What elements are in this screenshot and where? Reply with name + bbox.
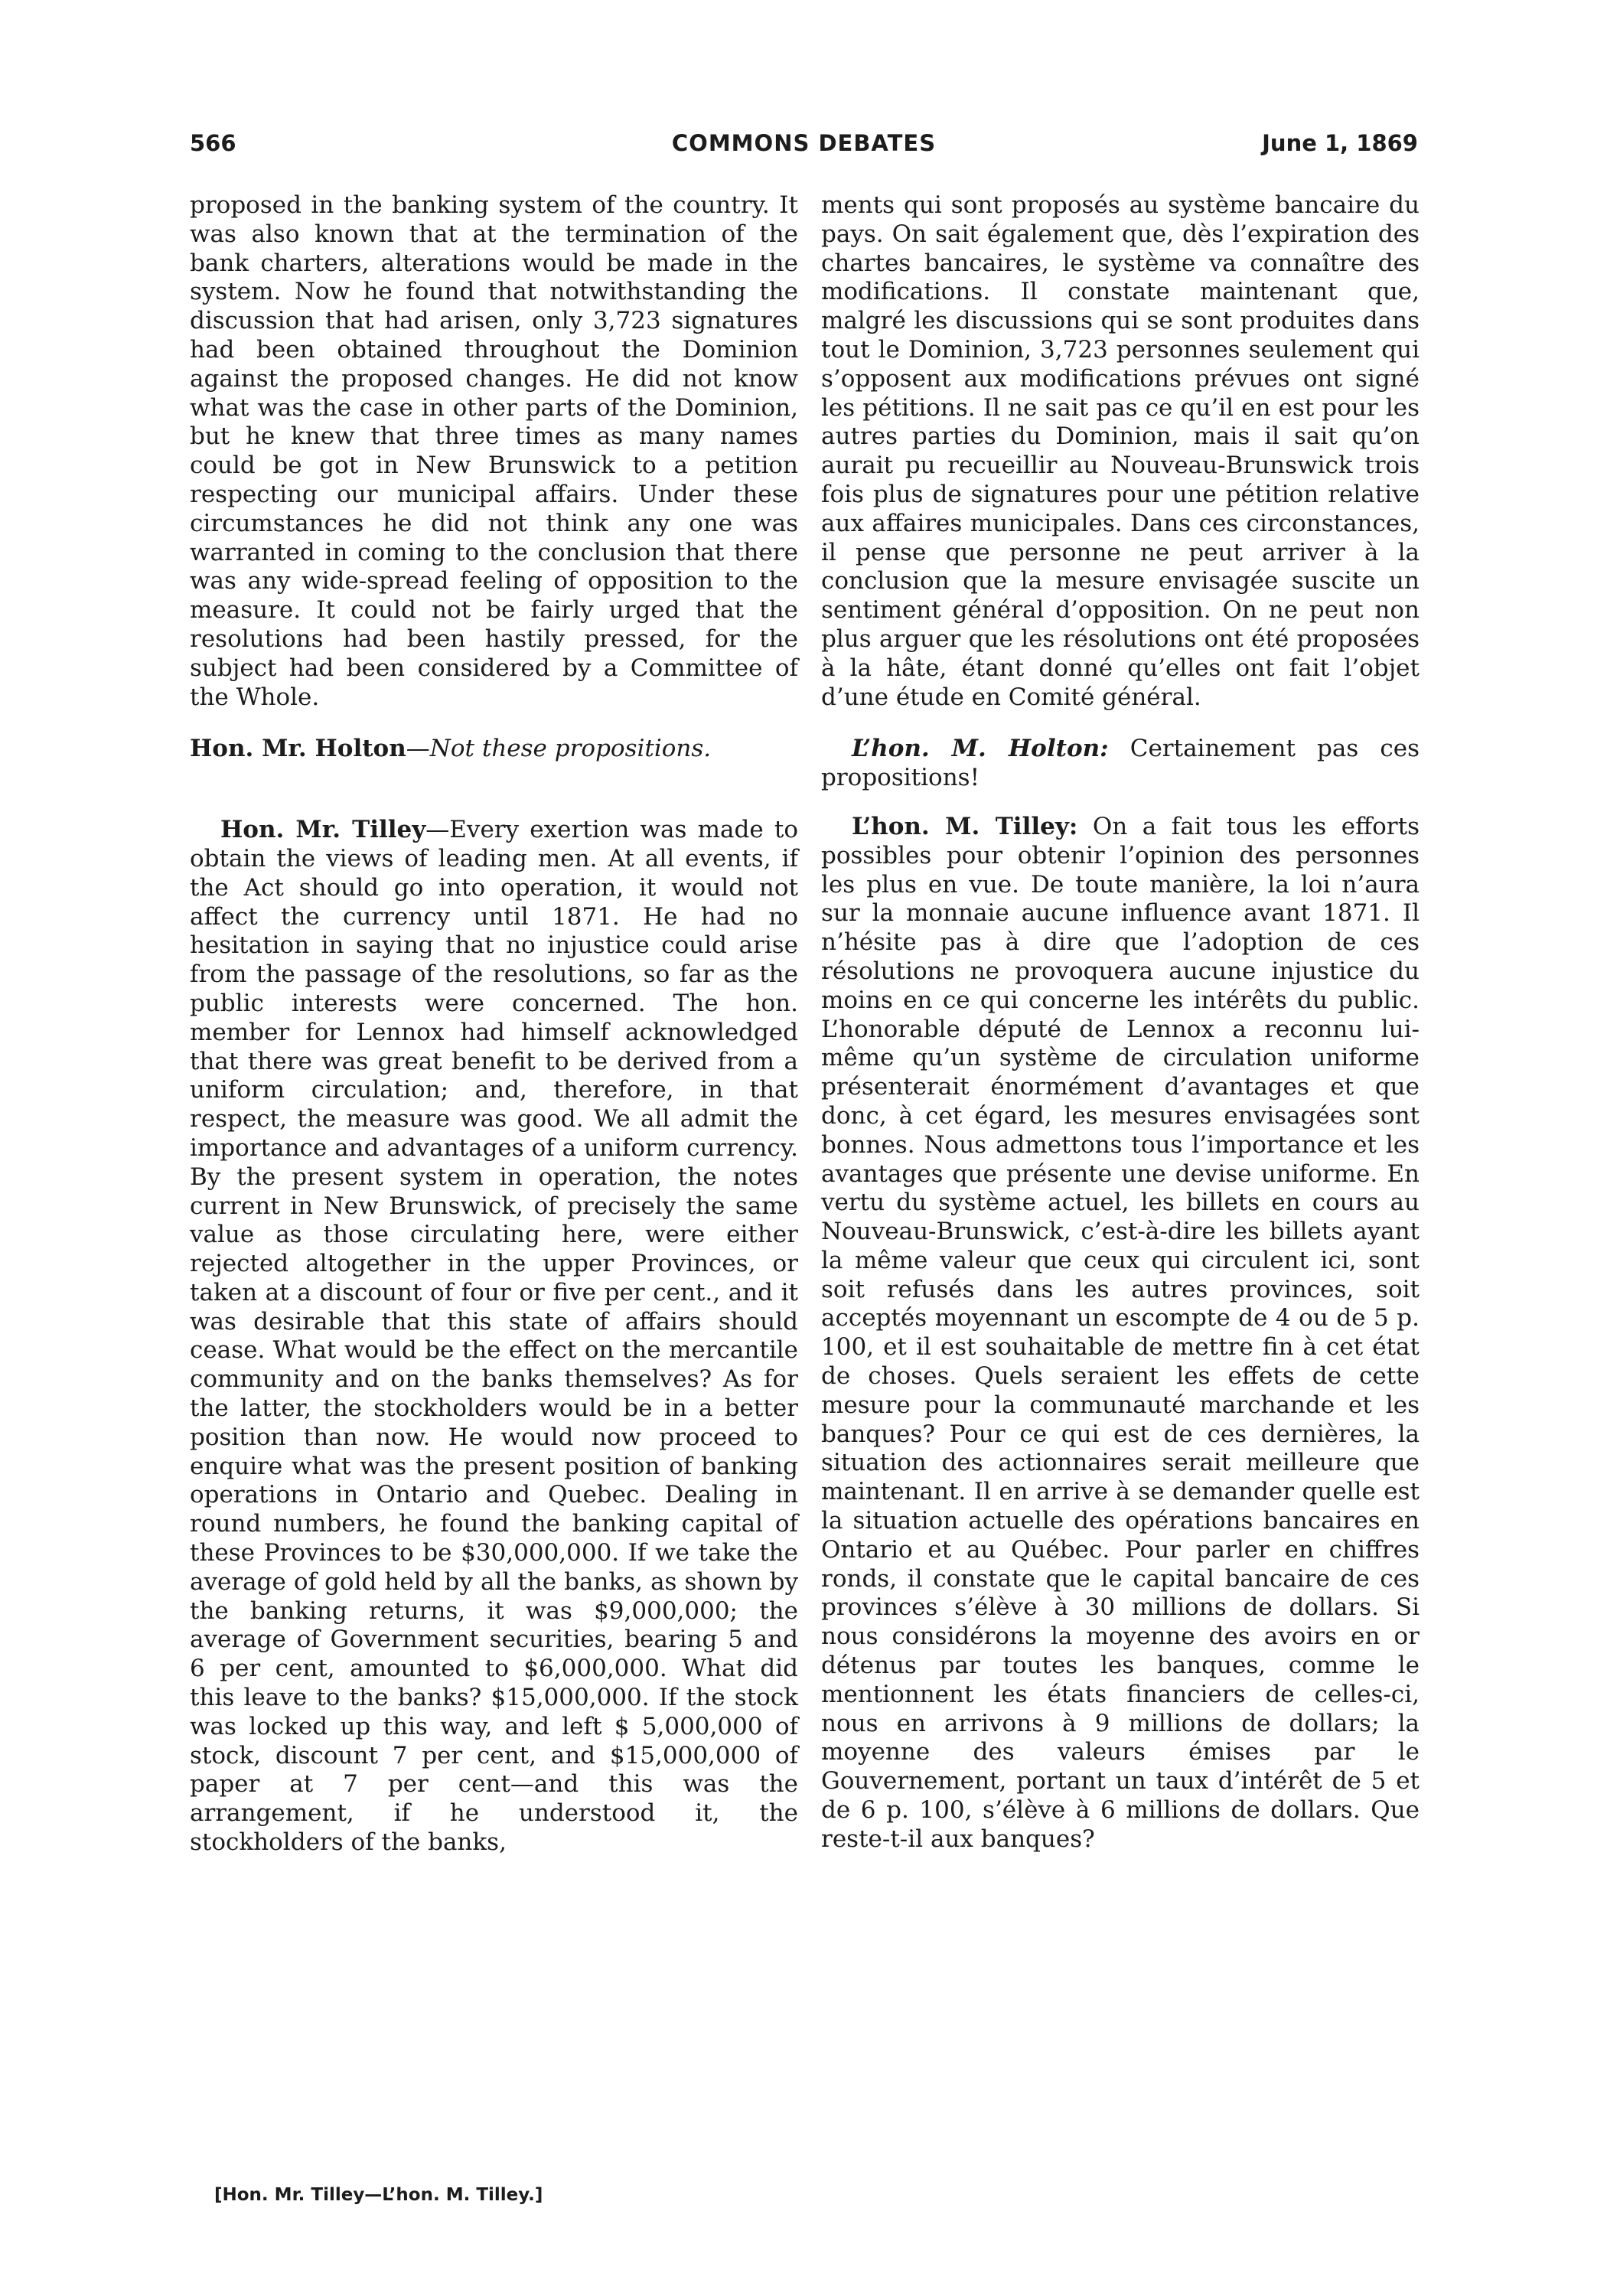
footer-note: [Hon. Mr. Tilley—L’hon. M. Tilley.] <box>214 2185 543 2205</box>
page-header <box>190 130 1418 168</box>
page-number: 566 <box>190 130 236 156</box>
english-paragraph-tilley <box>190 816 798 1857</box>
speaker-name: L’hon. M. Tilley: <box>852 812 1078 840</box>
running-title: COMMONS DEBATES <box>671 130 937 156</box>
french-column <box>821 191 1420 1854</box>
french-paragraph-tilley <box>821 813 1420 1854</box>
speaker-name: L’hon. M. Holton: <box>852 735 1109 763</box>
speech-text: —Every exertion was made to obtain the views of leading men. At all events, if the Act should go into operation, it would not affect the currency until 1871. He had no hesitation in saying that no injustice could arise from the passage of the resolutions, so far as the public interests were concerned. The hon. member for Lennox had himself acknowledged that there was great benefit to be derived from a uniform circulation; and, therefore, in that respect, the measure was good. We all admit the importance and advantages of a uniform currency. By the present system in operation, the notes current in New Brunswick, of precisely the same value as those circulating here, were either rejected altogether in the upper Provinces, or taken at a discount of four or five per cent., and it was desirable that this state of affairs should cease. What would be the effect on the mercantile community and on the banks themselves? As for the latter, the stockholders would be in a better position than now. He would now proceed to enquire what was the present position of banking operations in Ontario and Quebec. Dealing in round numbers, he found the banking capital of these Provinces to be $30,000,000. If we take the average of gold held by all the banks, as shown by the banking returns, it was $9,000,000; the average of Government securities, bearing 5 and 6 per cent, amounted to $6,000,000. What did this leave to the banks? $15,000,000. If the stock was locked up this way, and left $ 5,000,000 of stock, discount 7 per cent, and $15,000,000 of paper at 7 per cent—and this was the arrangement, if he understood it, the stockholders of the banks, <box>190 816 798 1857</box>
english-paragraph-1: proposed in the banking system of the country. It was also known that at the termination of the bank charters, alterations would be made in the system. Now he found that notwithstanding the discussion that had arisen, only 3,723 signatures had been obtained throughout the Dominion against the proposed changes. He did not know what was the case in other parts of the Dominion, but he knew that three times as many names could be got in New Brunswick to a petition respecting our municipal affairs. Under these circumstances he did not think any one was warranted in coming to the conclusion that there was any wide-spread feeling of opposition to the measure. It could not be fairly urged that the resolutions had been hastily pressed, for the subject had been considered by a Committee of the Whole. <box>190 191 798 711</box>
english-column <box>190 191 798 1857</box>
french-paragraph-holton <box>821 735 1420 793</box>
speaker-name: Hon. Mr. Tilley <box>220 816 426 844</box>
speaker-name: Hon. Mr. Holton <box>190 735 406 763</box>
speech-text: —Not these propositions. <box>406 735 712 763</box>
french-paragraph-1: ments qui sont proposés au système bancaire du pays. On sait également que, dès l’expiration des chartes bancaires, le système va connaître des modifications. Il constate maintenant que, malgré les discussions qui se sont produites dans tout le Dominion, 3,723 personnes seulement qui s’opposent aux modifications prévues ont signé les pétitions. Il ne sait pas ce qu’il en est pour les autres parties du Dominion, mais il sait qu’on aurait pu recueillir au Nouveau-Brunswick trois fois plus de signatures pour une pétition relative aux affaires municipales. Dans ces circonstances, il pense que personne ne peut arriver à la conclusion que la mesure envisagée suscite un sentiment général d’opposition. On ne peut non plus arguer que les résolutions ont été proposées à la hâte, étant donné qu’elles ont fait l’objet d’une étude en Comité général. <box>821 191 1420 711</box>
page-date: June 1, 1869 <box>1262 130 1418 156</box>
speech-text: Certainement pas ces propositions! <box>821 735 1420 792</box>
speech-text: On a fait tous les efforts possibles pour obtenir l’opinion des personnes les plus en vue. De toute manière, la loi n’aura sur la monnaie aucune influence avant 1871. Il n’hésite pas à dire que l’adoption de ces résolutions ne provoquera aucune injustice du moins en ce qui concerne les intérêts du public. L’honorable député de Lennox a reconnu lui-même qu’un système de circulation uniforme présenterait énormément d’avantages et que donc, à cet égard, les mesures envisagées sont bonnes. Nous admettons tous l’importance et les avantages que présente une devise uniforme. En vertu du système actuel, les billets en cours au Nouveau-Brunswick, c’est-à-dire les billets ayant la même valeur que ceux qui circulent ici, sont soit refusés dans les autres provinces, soit acceptés moyennant un escompte de 4 ou de 5 p. 100, et il est souhaitable de mettre fin à cet état de choses. Quels seraient les effets de cette mesure pour la communauté marchande et les banques? Pour ce qui est de ces dernières, la situation des actionnaires serait meilleure que maintenant. Il en arrive à se demander quelle est la situation actuelle des opérations bancaires en Ontario et au Québec. Pour parler en chiffres ronds, il constate que le capital bancaire de ces provinces s’élève à 30 millions de dollars. Si nous considérons la moyenne des avoirs en or détenus par toutes les banques, comme le mentionnent les états financiers de celles-ci, nous en arrivons à 9 millions de dollars; la moyenne des valeurs émises par le Gouvernement, portant un taux d’intérêt de 5 et de 6 p. 100, s’élève à 6 millions de dollars. Que reste-t-il aux banques? <box>821 812 1420 1853</box>
english-paragraph-holton <box>190 735 798 764</box>
